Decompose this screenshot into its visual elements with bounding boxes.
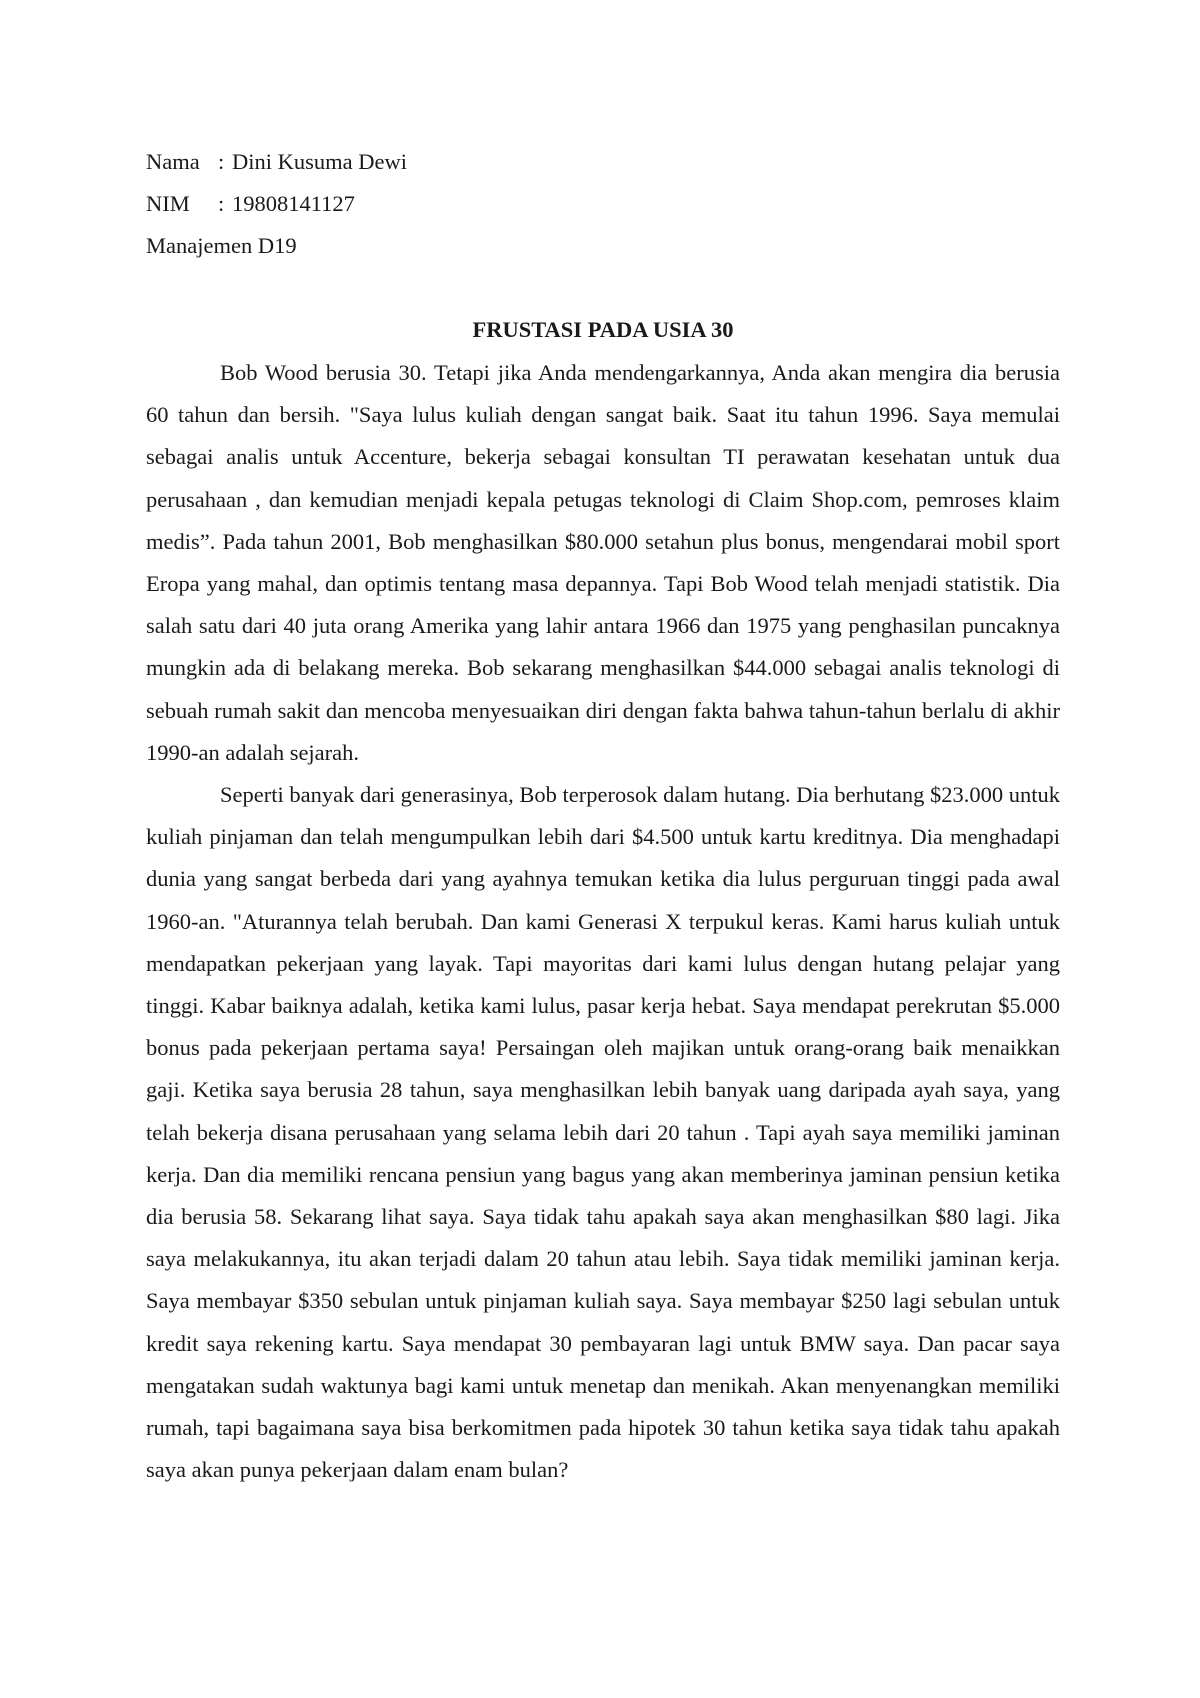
nim-value: 19808141127 bbox=[232, 191, 355, 216]
name-value: Dini Kusuma Dewi bbox=[232, 149, 407, 174]
class-line: Manajemen D19 bbox=[146, 233, 297, 258]
nim-label: NIM bbox=[146, 191, 190, 216]
nim-separator: : bbox=[218, 191, 225, 216]
student-identity-block bbox=[146, 141, 846, 267]
name-separator: : bbox=[218, 149, 225, 174]
document-title: FRUSTASI PADA USIA 30 bbox=[472, 317, 734, 342]
document-body bbox=[146, 352, 1060, 1491]
name-label: Nama bbox=[146, 149, 200, 174]
nim-row bbox=[146, 183, 846, 225]
name-row bbox=[146, 141, 846, 183]
paragraph-1: Bob Wood berusia 30. Tetapi jika Anda mendengarkannya, Anda akan mengira dia berusia 60 tahun dan bersih. "Saya lulus kuliah dengan sangat baik. Saat itu tahun 1996. Saya memulai sebagai analis untuk Accenture, bekerja sebagai konsultan TI perawatan kesehatan untuk dua perusahaan , dan kemudian menjadi kepala petugas teknologi di Claim Shop.com, pemroses klaim medis”. Pada tahun 2001, Bob menghasilkan $80.000 setahun plus bonus, mengendarai mobil sport Eropa yang mahal, dan optimis tentang masa depannya. Tapi Bob Wood telah menjadi statistik. Dia salah satu dari 40 juta orang Amerika yang lahir antara 1966 dan 1975 yang penghasilan puncaknya mungkin ada di belakang mereka. Bob sekarang menghasilkan $44.000 sebagai analis teknologi di sebuah rumah sakit dan mencoba menyesuaikan diri dengan fakta bahwa tahun-tahun berlalu di akhir 1990-an adalah sejarah. bbox=[146, 360, 1060, 765]
paragraph-2: Seperti banyak dari generasinya, Bob terperosok dalam hutang. Dia berhutang $23.000 untuk kuliah pinjaman dan telah mengumpulkan lebih dari $4.500 untuk kartu kreditnya. Dia menghadapi dunia yang sangat berbeda dari yang ayahnya temukan ketika dia lulus perguruan tinggi pada awal 1960-an. "Aturannya telah berubah. Dan kami Generasi X terpukul keras. Kami harus kuliah untuk mendapatkan pekerjaan yang layak. Tapi mayoritas dari kami lulus dengan hutang pelajar yang tinggi. Kabar baiknya adalah, ketika kami lulus, pasar kerja hebat. Saya mendapat perekrutan $5.000 bonus pada pekerjaan pertama saya! Persaingan oleh majikan untuk orang-orang baik menaikkan gaji. Ketika saya berusia 28 tahun, saya menghasilkan lebih banyak uang daripada ayah saya, yang telah bekerja disana perusahaan yang selama lebih dari 20 tahun . Tapi ayah saya memiliki jaminan kerja. Dan dia memiliki rencana pensiun yang bagus yang akan memberinya jaminan pensiun ketika dia berusia 58. Sekarang lihat saya. Saya tidak tahu apakah saya akan menghasilkan $80 lagi. Jika saya melakukannya, itu akan terjadi dalam 20 tahun atau lebih. Saya tidak memiliki jaminan kerja. Saya membayar $350 sebulan untuk pinjaman kuliah saya. Saya membayar $250 lagi sebulan untuk kredit saya rekening kartu. Saya mendapat 30 pembayaran lagi untuk BMW saya. Dan pacar saya mengatakan sudah waktunya bagi kami untuk menetap dan menikah. Akan menyenangkan memiliki rumah, tapi bagaimana saya bisa berkomitmen pada hipotek 30 tahun ketika saya tidak tahu apakah saya akan punya pekerjaan dalam enam bulan? bbox=[146, 782, 1060, 1483]
